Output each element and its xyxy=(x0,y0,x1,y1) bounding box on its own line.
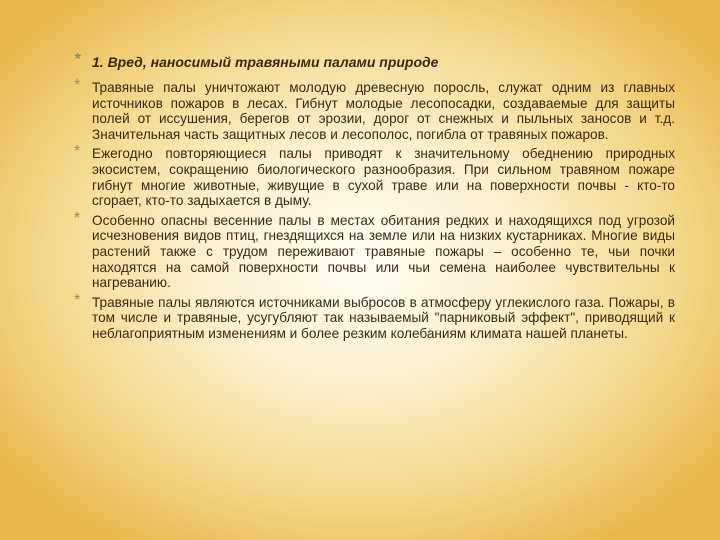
title-text: 1. Вред, наносимый травяными палами природе xyxy=(92,54,439,70)
bullet-asterisk-icon: * xyxy=(74,51,81,68)
paragraph-text: Ежегодно повторяющиеся палы приводят к значительному обеднению природных экосистем, сокращению биологического разнообразия. При сильном травяном пожаре гибнут многие животные, живущие в сухой траве или на поверхности почвы - кто-то сгорает, кто-то задыхается в дыму. xyxy=(92,146,675,209)
bullet-asterisk-icon: * xyxy=(74,291,81,309)
paragraph-text: Особенно опасны весенние палы в местах обитания редких и находящихся под угрозой исчезновения видов птиц, гнездящихся на земле или на низких кустарниках. Многие виды растений также с трудом переживают травяные пожары – особенно те, чьи почки находятся на самой поверхности почвы или чьи семена наиболее чувствительны к нагреванию. xyxy=(92,212,675,291)
paragraph-text: Травяные палы являются источниками выбросов в атмосферу углекислого газа. Пожары, в том числе и травяные, усугубляют так называемый "парниковый эффект", приводящий к неблагоприятным изменениям и более резким колебаниям климата нашей планеты. xyxy=(92,294,675,341)
slide-title xyxy=(70,51,675,70)
bullet-asterisk-icon: * xyxy=(74,143,81,161)
bullet-asterisk-icon: * xyxy=(74,209,81,227)
paragraph-3 xyxy=(70,209,675,291)
paragraph-2 xyxy=(70,143,675,209)
paragraph-text: Травяные палы уничтожают молодую древесную поросль, служат одним из главных источников пожаров в лесах. Гибнут молодые лесопосадки, создаваемые для защиты полей от иссушения, берегов от эрозии, дорог от снежных и пыльных заносов и т.д. Значительная часть защитных лесов и лесополос, погибла от травяных пожаров. xyxy=(92,80,675,142)
paragraph-4 xyxy=(70,291,675,342)
slide-content xyxy=(70,51,675,346)
bullet-asterisk-icon: * xyxy=(74,77,81,94)
paragraph-1 xyxy=(70,77,675,142)
